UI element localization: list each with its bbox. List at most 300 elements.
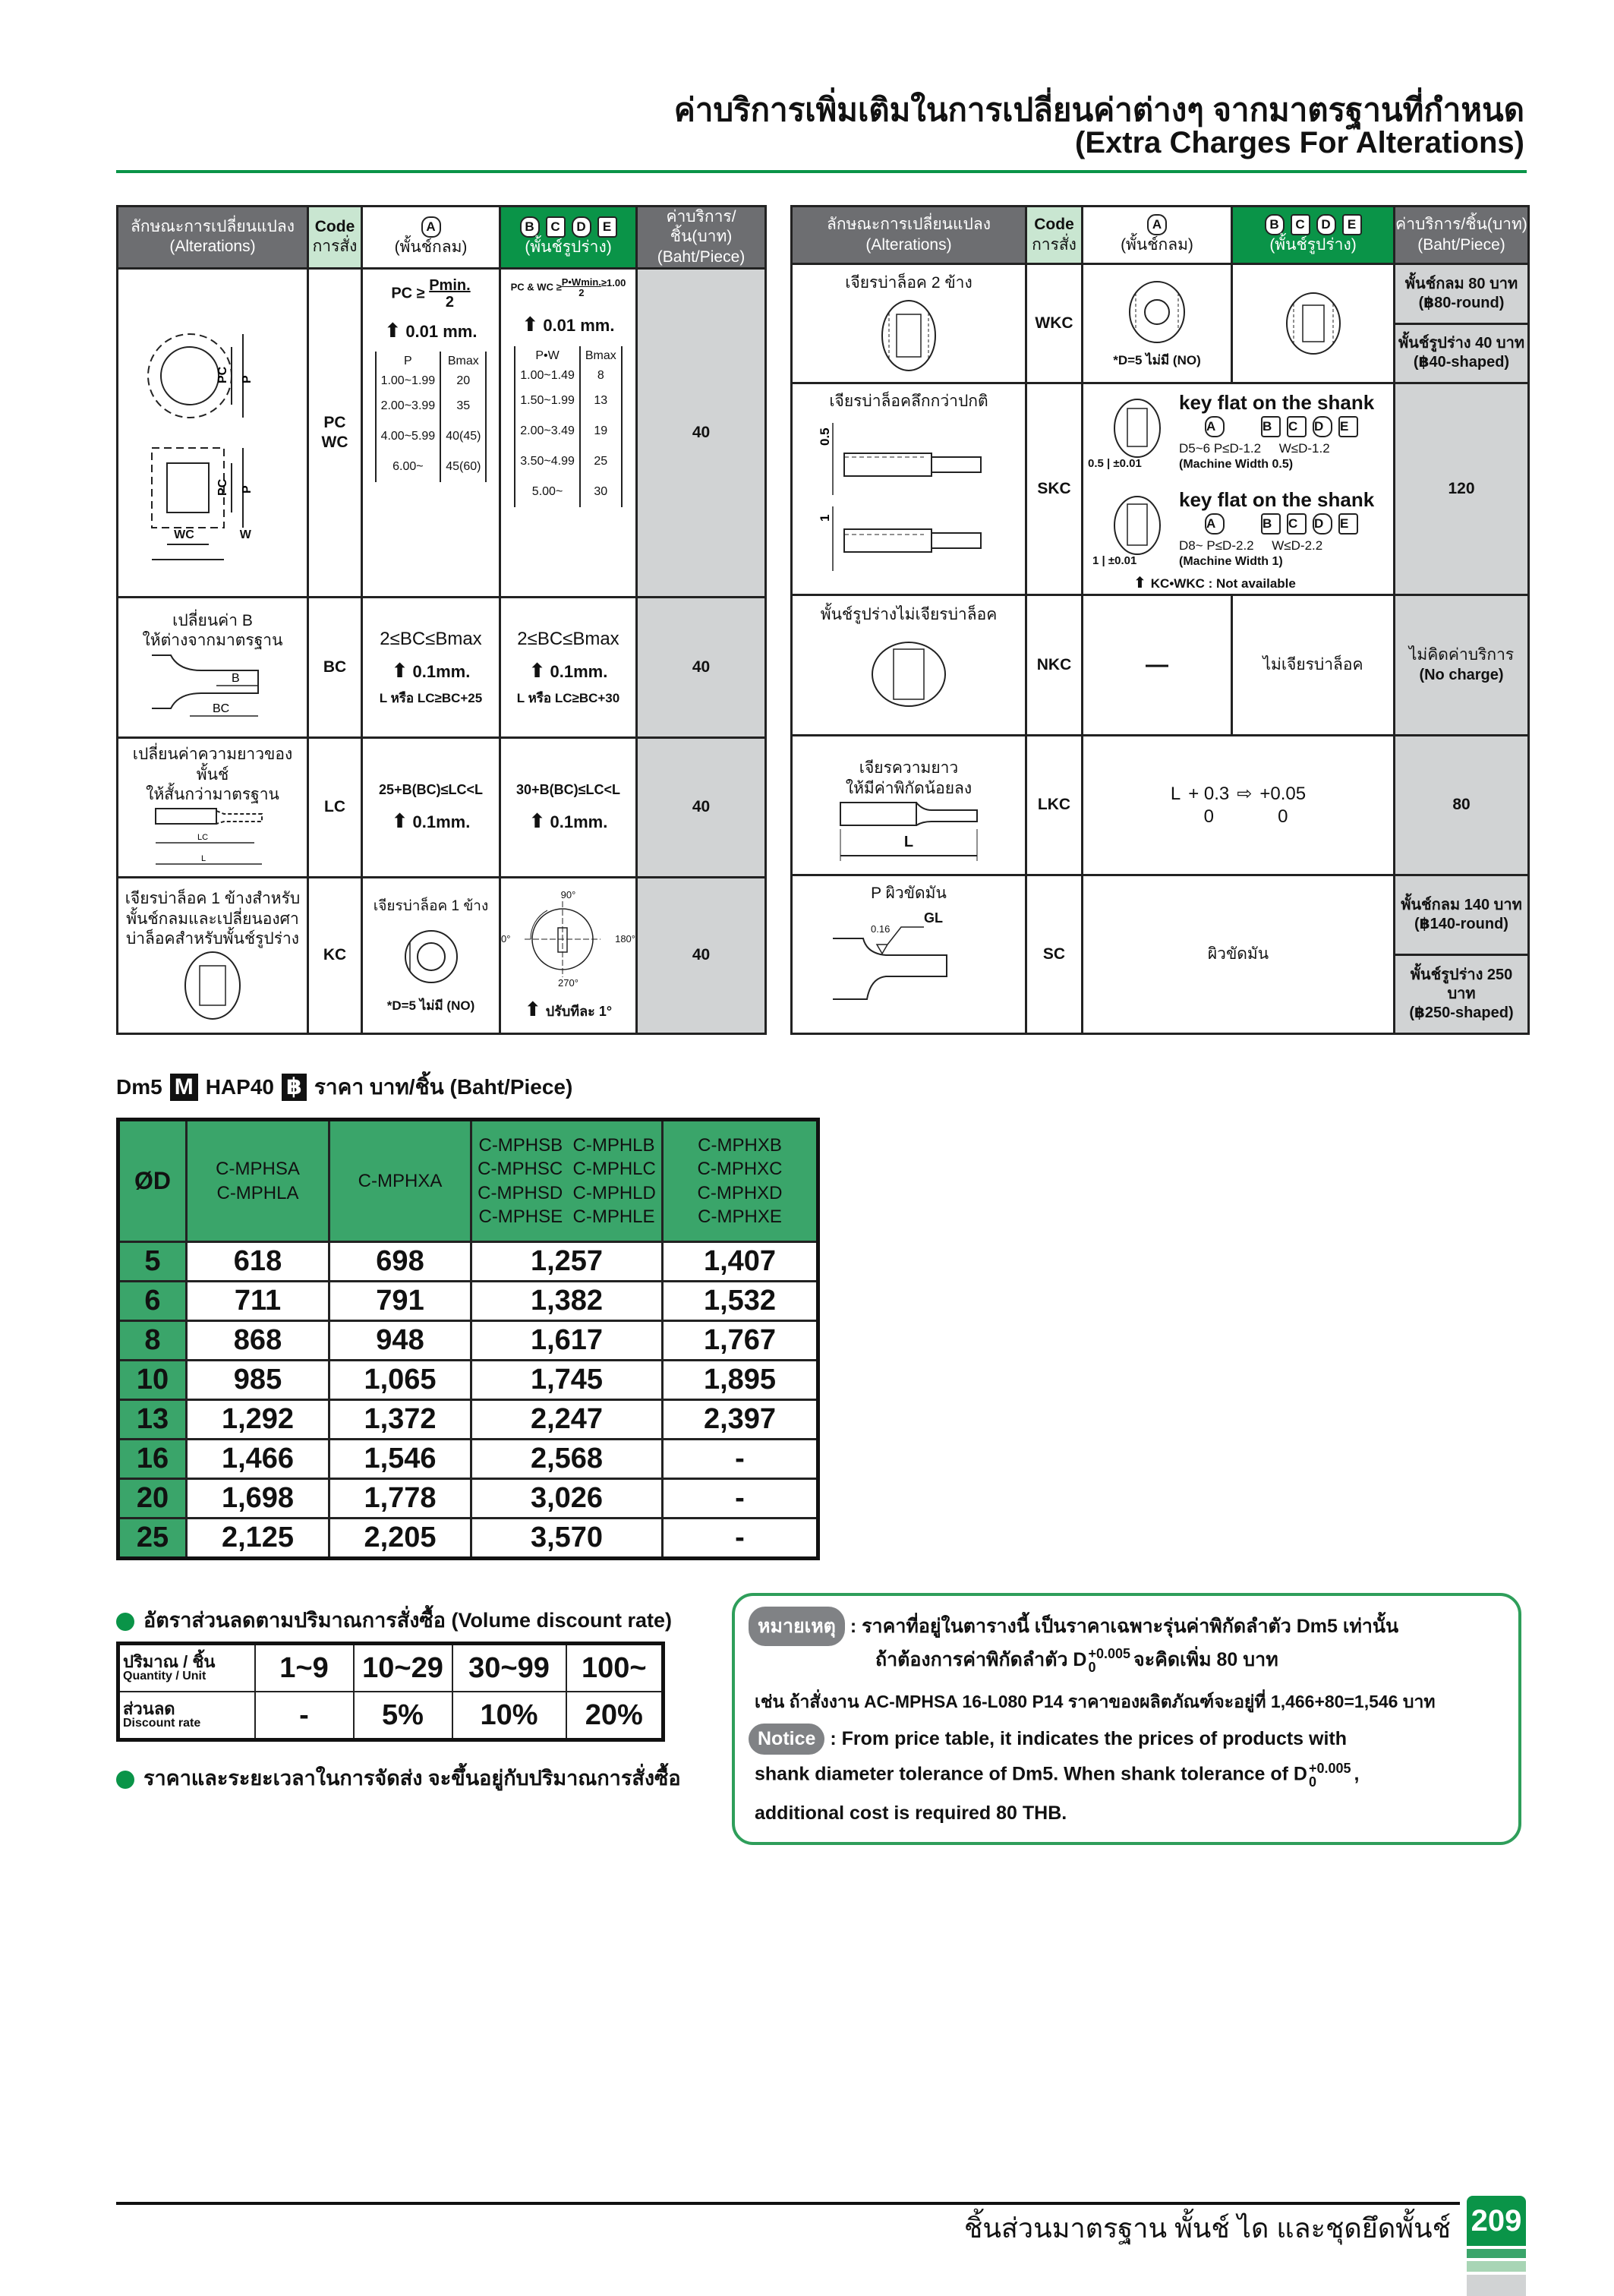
bmax-cell: 13 <box>580 386 622 416</box>
header-diameter: ØD <box>118 1120 187 1242</box>
code-lc: LC <box>308 737 362 877</box>
price-cell: 1,532 <box>663 1282 818 1321</box>
keyflat-punch-icon <box>1111 398 1164 466</box>
badge-a: A <box>421 216 441 238</box>
pcwc-round <box>362 268 500 597</box>
model-name: C-MPHSC <box>478 1159 563 1180</box>
round-punch-icon <box>1127 278 1187 346</box>
price-text: (No charge) <box>1419 666 1504 683</box>
price-nkc <box>1395 595 1529 736</box>
bmax-cell: 2.00~3.99 <box>376 391 441 421</box>
notice-th-line: : ราคาที่อยู่ในตารางนี้ เป็นราคาเฉพาะรุ่นค่าพิกัดลำตัว Dm5 เท่านั้น <box>850 1616 1399 1637</box>
rate-cell: 10% <box>452 1692 566 1740</box>
price-text: พั้นช์กลม 140 บาท <box>1401 896 1522 913</box>
header-col-3 <box>471 1120 663 1242</box>
header-shaped-punch <box>500 207 637 269</box>
diameter-cell: 8 <box>118 1321 187 1361</box>
bmax-cell: 20 <box>440 371 486 391</box>
price-cell: 868 <box>187 1321 329 1361</box>
code-nkc: NKC <box>1026 595 1083 736</box>
label-th: ส่วนลด <box>123 1699 175 1718</box>
title-divider <box>116 170 1527 173</box>
row-skc <box>792 383 1529 595</box>
price-cell: 1,466 <box>187 1440 329 1479</box>
dim-text: 1 <box>1092 554 1099 567</box>
header-alterations <box>118 207 308 269</box>
badge-e: E <box>1338 416 1358 437</box>
price-cell: 618 <box>187 1242 329 1282</box>
price-kc: 40 <box>637 877 766 1033</box>
qty-cell: 100~ <box>566 1644 664 1692</box>
price-pcwc: 40 <box>637 268 766 597</box>
wkc-figure <box>792 264 1026 383</box>
formula: 25+B(BC)≤LC<L <box>379 781 483 797</box>
angle-dial-icon <box>525 901 601 977</box>
bmax-cell: 30 <box>580 477 622 507</box>
rate-cell: 20% <box>566 1692 664 1740</box>
sc-content: ผิวขัดมัน <box>1083 875 1395 1034</box>
header-text: (Alterations) <box>169 238 256 256</box>
price-skc: 120 <box>1395 383 1529 595</box>
badge-e: E <box>597 216 617 238</box>
bc-shaped <box>500 597 637 737</box>
bc-round <box>362 597 500 737</box>
formula-lhs: PC ≥ <box>391 285 425 302</box>
nkc-round: — <box>1083 595 1232 736</box>
up-arrow-icon: ⬆ <box>522 313 539 336</box>
desc-line: พั้นช์กลมและเปลี่ยนองศา <box>126 910 299 928</box>
pcwc-shaped <box>500 268 637 597</box>
w-label: W <box>239 528 251 541</box>
header-text: (พั้นช์รูปร่าง) <box>1269 236 1357 254</box>
price-shaped <box>1395 325 1527 383</box>
desc-line: เจียรบ่าล็อค 1 ข้างสำหรับ <box>125 890 301 908</box>
header-text: (พั้นช์กลม) <box>394 238 468 257</box>
tol-from-minus: 0 <box>1203 806 1214 827</box>
header-text: ลักษณะการเปลี่ยนแปลง <box>827 216 991 234</box>
skc-note: KC•WKC : Not available <box>1150 576 1296 591</box>
badge-a: A <box>1147 214 1167 235</box>
keyflat-title: key flat on the shank <box>1179 391 1375 414</box>
model-name: C-MPHLD <box>572 1182 656 1203</box>
bmax-cell: 35 <box>440 391 486 421</box>
svg-text:1: 1 <box>818 514 832 522</box>
price-text: (฿80-round) <box>1418 294 1505 311</box>
bmax-table-round <box>375 352 487 482</box>
price-cell: 1,698 <box>187 1479 329 1519</box>
price-cell: - <box>663 1519 818 1559</box>
footer-rule <box>116 2202 1460 2205</box>
page-title-english: (Extra Charges For Alterations) <box>1075 126 1524 159</box>
price-cell: 1,767 <box>663 1321 818 1361</box>
cond-p: D8~ P≤D-2.2 <box>1179 538 1254 553</box>
sc-figure <box>792 875 1026 1034</box>
badge-a: A <box>1205 416 1225 437</box>
page-tab-stripe <box>1467 2249 1526 2258</box>
desc-line: ให้มีค่าพิกัดน้อยลง <box>845 779 972 797</box>
skc-figure <box>792 383 1026 595</box>
desc-line: เจียรบ่าล็อค 2 ข้าง <box>845 273 972 292</box>
formula-num: P•Wmin. <box>561 276 601 288</box>
kc-shaped <box>500 877 637 1033</box>
tol-to-minus: 0 <box>1278 806 1288 827</box>
lkc-figure <box>792 736 1026 875</box>
formula-num: Pmin. <box>429 276 471 294</box>
lc-round <box>362 737 500 877</box>
material-icon: M <box>170 1074 198 1101</box>
header-text: ค่าบริการ/ชิ้น(บาท) <box>666 208 736 246</box>
header-col-2: C-MPHXA <box>329 1120 471 1242</box>
price-text: พั้นช์รูปร่าง 40 บาท <box>1398 335 1525 352</box>
desc-line: พั้นช์รูปร่างไม่เจียรบ่าล็อค <box>820 606 998 623</box>
angle-180: 180° <box>615 932 635 945</box>
code-wkc: WKC <box>1026 264 1083 383</box>
formula: 30+B(BC)≤LC<L <box>516 781 620 797</box>
desc-line: เปลี่ยนค่า B <box>172 612 253 629</box>
tol-minus: 0 <box>1088 1660 1096 1676</box>
price-cell: 1,372 <box>329 1400 471 1440</box>
price-cell: 1,546 <box>329 1440 471 1479</box>
header-shaped-punch <box>1232 207 1395 264</box>
nkc-figure <box>792 595 1026 736</box>
sub-header: P•W <box>515 346 580 366</box>
price-text: (฿250-shaped) <box>1409 1004 1514 1021</box>
price-cell: 1,382 <box>471 1282 663 1321</box>
price-cell: 698 <box>329 1242 471 1282</box>
header-text: Code <box>314 218 355 236</box>
dim-text: 0.5 <box>1088 457 1104 470</box>
bmax-cell: 2.00~3.49 <box>515 416 580 446</box>
diameter-cell: 20 <box>118 1479 187 1519</box>
row-kc <box>118 877 766 1033</box>
formula-lhs: PC & WC ≥ <box>510 281 562 293</box>
nkc-shaped-punch-icon <box>871 640 947 708</box>
quantity-row <box>118 1644 664 1692</box>
price-row <box>118 1440 818 1479</box>
bmax-row <box>515 386 622 416</box>
model-pair <box>473 1157 660 1181</box>
row-sc <box>792 875 1529 1034</box>
badge-c: C <box>1287 513 1307 535</box>
bmax-row <box>515 477 622 507</box>
rate-label <box>118 1692 255 1740</box>
price-table <box>116 1118 820 1560</box>
qty-cell: 30~99 <box>452 1644 566 1692</box>
page-tab-stripe <box>1467 2261 1526 2272</box>
qty-cell: 1~9 <box>255 1644 354 1692</box>
qty-cell: 10~29 <box>354 1644 452 1692</box>
svg-text:0.5: 0.5 <box>818 427 832 446</box>
notice-box <box>732 1593 1521 1845</box>
up-arrow-icon: ⬆ <box>1133 575 1146 591</box>
material-label: HAP40 <box>205 1075 274 1099</box>
row-lkc <box>792 736 1529 875</box>
price-text: พั้นช์รูปร่าง 250 บาท <box>1410 966 1513 1002</box>
price-sc <box>1395 875 1529 1034</box>
badge-a: A <box>1205 513 1225 535</box>
bmax-cell: 1.00~1.49 <box>515 366 580 386</box>
tol-minus: 0 <box>1308 1774 1316 1790</box>
arrow-right-icon: ⇨ <box>1237 783 1253 804</box>
bullet-icon <box>116 1771 134 1789</box>
price-cell: 1,407 <box>663 1242 818 1282</box>
machine-width: (Machine Width 0.5) <box>1179 458 1294 471</box>
notice-th-line: จะคิดเพิ่ม 80 บาท <box>1133 1649 1278 1670</box>
header-round-punch <box>1083 207 1232 264</box>
wc-label: WC <box>174 528 194 541</box>
tol-plus: +0.005 <box>1308 1761 1351 1776</box>
header-price <box>637 207 766 269</box>
sub-header: Bmax <box>440 352 486 371</box>
code-kc: KC <box>308 877 362 1033</box>
bmax-row <box>376 391 487 421</box>
model-name: C-MPHLC <box>572 1159 656 1180</box>
svg-text:BC: BC <box>213 702 230 715</box>
code-text: PC <box>323 413 346 431</box>
price-row <box>118 1242 818 1282</box>
price-cell: 1,292 <box>187 1400 329 1440</box>
formula: 2≤BC≤Bmax <box>380 628 482 649</box>
notice-en-line: , <box>1354 1763 1360 1785</box>
model-name: C-MPHXC <box>697 1159 783 1180</box>
diameter-cell: 25 <box>118 1519 187 1559</box>
price-cell: 791 <box>329 1282 471 1321</box>
notice-en-line: : From price table, it indicates the prices of products with <box>830 1728 1348 1749</box>
tol-plus: +0.005 <box>1088 1646 1131 1662</box>
price-lc: 40 <box>637 737 766 877</box>
desc-line: เจียรบ่าล็อคลึกกว่าปกติ <box>829 393 988 410</box>
model-name: C-MPHSA <box>216 1159 300 1180</box>
price-row <box>118 1400 818 1440</box>
discount-title <box>116 1604 672 1636</box>
code-lkc: LKC <box>1026 736 1083 875</box>
keyflat-title: key flat on the shank <box>1179 488 1375 511</box>
model-name: C-MPHSE <box>478 1206 563 1227</box>
bmax-cell: 19 <box>580 416 622 446</box>
code-skc: SKC <box>1026 383 1083 595</box>
lc-figure <box>118 737 308 877</box>
up-arrow-icon: ⬆ <box>528 658 546 682</box>
price-text: ไม่คิดค่าบริการ <box>1408 646 1515 664</box>
model-name: C-MPHLE <box>572 1206 655 1227</box>
notice-en-line: additional cost is required 80 THB. <box>755 1802 1067 1824</box>
skc-content <box>1083 383 1395 595</box>
price-cell: 2,205 <box>329 1519 471 1559</box>
rate-row <box>118 1692 664 1740</box>
badge-b: B <box>1261 513 1281 535</box>
svg-text:P: P <box>241 485 254 494</box>
sc-diagram-icon <box>833 923 985 1014</box>
diameter-cell: 5 <box>118 1242 187 1282</box>
header-price <box>1395 207 1529 264</box>
page-tab-stripe <box>1467 2275 1526 2296</box>
wkc-note: *D=5 ไม่มี (NO) <box>1113 353 1201 368</box>
price-cell: 1,778 <box>329 1479 471 1519</box>
angle-0: 0° <box>501 932 511 945</box>
price-cell: 2,568 <box>471 1440 663 1479</box>
diameter-cell: 13 <box>118 1400 187 1440</box>
rate-cell: - <box>255 1692 354 1740</box>
step-text: 0.1mm. <box>550 661 608 681</box>
header-text: ค่าบริการ/ชิ้น(บาท) <box>1395 216 1527 234</box>
formula-den: 2 <box>445 293 454 311</box>
price-shaped <box>1395 956 1527 1033</box>
header-alterations <box>792 207 1026 264</box>
price-row <box>118 1519 818 1559</box>
price-lkc: 80 <box>1395 736 1529 875</box>
sub-header: P <box>376 352 441 371</box>
diameter-cell: 16 <box>118 1440 187 1479</box>
desc-line: บ่าล็อคสำหรับพั้นช์รูปร่าง <box>125 929 300 948</box>
tol-to-plus: +0.05 <box>1259 783 1307 804</box>
model-name: C-MPHLB <box>572 1135 655 1156</box>
price-cell: 2,247 <box>471 1400 663 1440</box>
model-pair <box>473 1205 660 1228</box>
price-row <box>118 1361 818 1400</box>
lkc-content <box>1083 736 1395 875</box>
badge-d: D <box>572 216 591 238</box>
unit-label: ราคา บาท/ชิ้น (Baht/Piece) <box>314 1075 573 1099</box>
price-cell: 948 <box>329 1321 471 1361</box>
wkc-shaped <box>1232 264 1395 383</box>
alterations-table-left <box>116 205 767 1035</box>
angle-270: 270° <box>558 977 578 989</box>
price-row <box>118 1479 818 1519</box>
cond-p: D5~6 P≤D-1.2 <box>1179 441 1262 456</box>
model-name: C-MPHLA <box>216 1182 299 1203</box>
price-table-caption <box>116 1071 572 1104</box>
svg-text:PC: PC <box>216 478 229 496</box>
condition: L หรือ LC≥BC+25 <box>379 691 483 706</box>
model-name: C-MPHXB <box>698 1135 782 1156</box>
price-table-header <box>118 1120 818 1242</box>
badge-c: C <box>546 216 566 238</box>
up-arrow-icon: ⬆ <box>524 998 541 1021</box>
kc-round <box>362 877 500 1033</box>
price-text: (฿40-shaped) <box>1413 354 1510 371</box>
skc-block-2: 1 | ±0.01 key flat on the shank A B C D E D8~ P≤D-2.2 W≤D-2.2 (Machine Width 1) <box>1092 488 1375 568</box>
kc-label: เจียรบ่าล็อค 1 ข้าง <box>373 897 489 914</box>
l-label: L <box>903 833 914 850</box>
notice-en-line: shank diameter tolerance of Dm5. When shank tolerance of D <box>755 1763 1307 1785</box>
cond-w: W≤D-1.2 <box>1278 441 1330 456</box>
price-text: พั้นช์กลม 80 บาท <box>1404 275 1518 292</box>
pcwc-figure <box>118 268 308 597</box>
price-cell: 1,065 <box>329 1361 471 1400</box>
desc-line: ให้สั้นกว่ามาตรฐาน <box>146 785 279 803</box>
price-cell: 1,257 <box>471 1242 663 1282</box>
bmax-table-shaped <box>514 346 623 507</box>
page-number: 209 <box>1467 2196 1526 2246</box>
bmax-cell: 8 <box>580 366 622 386</box>
badge-c: C <box>1287 416 1307 437</box>
bc-figure <box>118 597 308 737</box>
notice-badge-english: Notice <box>749 1724 824 1755</box>
svg-text:P: P <box>241 375 254 383</box>
code-bc: BC <box>308 597 362 737</box>
price-round <box>1395 265 1527 325</box>
bmax-cell: 40(45) <box>440 421 486 452</box>
svg-text:PC: PC <box>216 366 229 383</box>
badge-c: C <box>1291 214 1310 235</box>
tol-text: ±0.01 <box>1113 457 1142 470</box>
badge-d: D <box>1313 416 1332 437</box>
bmax-cell: 1.00~1.99 <box>376 371 441 391</box>
model-pair <box>473 1134 660 1157</box>
price-cell: 3,026 <box>471 1479 663 1519</box>
header-code <box>1026 207 1083 264</box>
notice-badge-thai: หมายเหตุ <box>749 1607 845 1646</box>
step-text: ปรับทีละ 1° <box>545 1004 613 1020</box>
price-bc: 40 <box>637 597 766 737</box>
kc-figure <box>118 877 308 1033</box>
footer-section-title: ชิ้นส่วนมาตรฐาน พั้นช์ ได และชุดยึดพั้นช์ <box>963 2212 1451 2244</box>
quantity-label <box>118 1644 255 1692</box>
wkc-shaped-punch-icon <box>878 298 939 374</box>
lkc-diagram-icon <box>825 799 992 863</box>
bmax-cell: 5.00~ <box>515 477 580 507</box>
header-text: (Baht/Piece) <box>657 248 746 266</box>
diameter-cell: 6 <box>118 1282 187 1321</box>
desc-line: เจียรความยาว <box>859 759 959 777</box>
step-text: 0.1mm. <box>412 661 471 681</box>
desc-line: P ผิวขัดมัน <box>871 885 947 902</box>
delivery-note <box>116 1761 681 1794</box>
step-text: 0.01 mm. <box>405 321 478 341</box>
tol-text: ±0.01 <box>1108 554 1137 567</box>
bullet-icon <box>116 1613 134 1631</box>
bmax-cell: 25 <box>580 446 622 477</box>
skc-diagram-icon <box>810 412 1007 579</box>
model-name: C-MPHSB <box>478 1135 563 1156</box>
machine-width: (Machine Width 1) <box>1179 555 1283 568</box>
svg-text:L: L <box>201 854 206 864</box>
svg-text:LC: LC <box>197 833 209 843</box>
price-round <box>1395 876 1527 956</box>
formula: 2≤BC≤Bmax <box>517 628 619 649</box>
alterations-table-right <box>790 205 1530 1035</box>
tol-from-plus: + 0.3 <box>1188 783 1230 804</box>
formula-den: 2 <box>578 287 585 299</box>
bmax-row <box>376 371 487 391</box>
delivery-note-text: ราคาและระยะเวลาในการจัดส่ง จะขึ้นอยู่กับปริมาณการสั่งซื้อ <box>143 1767 681 1790</box>
model-name: C-MPHXD <box>697 1182 783 1203</box>
model-name: C-MPHXE <box>698 1206 782 1227</box>
header-text: การสั่ง <box>312 238 358 256</box>
header-code <box>308 207 362 269</box>
bmax-row <box>376 421 487 452</box>
notice-example: เช่น ถ้าสั่งงาน AC-MPHSA 16-L080 P14 ราคาของผลิตภัณฑ์จะอยู่ที่ 1,466+80=1,546 บาท <box>755 1692 1436 1711</box>
header-text: (Alterations) <box>865 235 952 254</box>
header-text: (พั้นช์กลม) <box>1121 236 1193 254</box>
row-nkc <box>792 595 1529 736</box>
price-cell: - <box>663 1440 818 1479</box>
up-arrow-icon: ⬆ <box>384 318 402 342</box>
header-text: (Baht/Piece) <box>1417 235 1505 254</box>
page-title-thai: ค่าบริการเพิ่มเติมในการเปลี่ยนค่าต่างๆ จากมาตรฐานที่กำหนด <box>673 92 1524 128</box>
row-wkc <box>792 264 1529 383</box>
price-cell: 711 <box>187 1282 329 1321</box>
header-round-punch <box>362 207 500 269</box>
kc-note: *D=5 ไม่มี (NO) <box>386 998 475 1013</box>
kc-shaped-punch-icon <box>182 949 243 1021</box>
table-header-row <box>792 207 1529 264</box>
bc-diagram-icon <box>144 651 281 724</box>
badge-b: B <box>1261 416 1281 437</box>
skc-block-1: 0.5 | ±0.01 key flat on the shank A B C D E D5~6 P≤D-1.2 W≤D-1.2 (Machine Width 0.5) <box>1088 391 1375 471</box>
header-text: ลักษณะการเปลี่ยนแปลง <box>131 218 295 236</box>
price-cell: 985 <box>187 1361 329 1400</box>
